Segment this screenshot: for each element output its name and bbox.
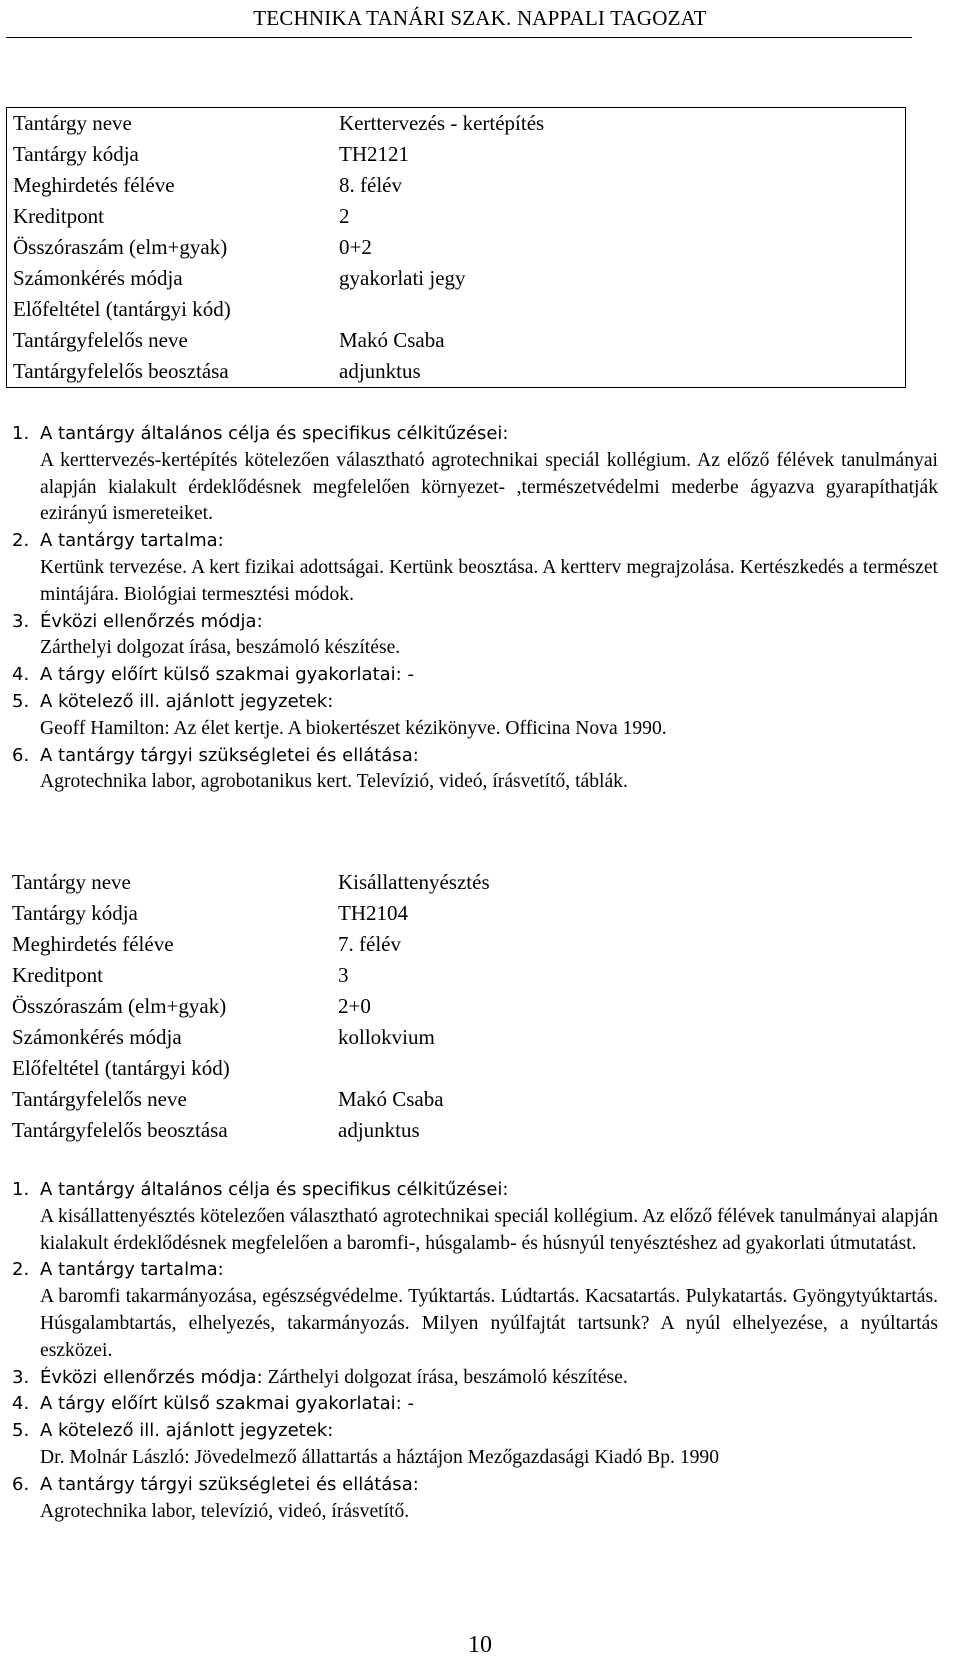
section-heading bbox=[6, 1177, 938, 1204]
section-text: Agrotechnika labor, televízió, videó, írásvetítő. bbox=[40, 1500, 410, 1522]
subject-description-2 bbox=[6, 1177, 938, 1525]
section-number: 4. bbox=[12, 664, 30, 686]
info-value: Kerttervezés - kertépítés bbox=[339, 111, 545, 135]
section-number: 6. bbox=[12, 744, 30, 766]
subject-description-1 bbox=[6, 421, 938, 796]
section-title: A kötelező ill. ajánlott jegyzetek: bbox=[40, 690, 334, 712]
header-rule bbox=[6, 37, 912, 38]
section-title: Évközi ellenőrzés módja: bbox=[40, 610, 263, 632]
section-text: Dr. Molnár László: Jövedelmező állattartás a háztájon Mezőgazdasági Kiadó Bp. 1990 bbox=[40, 1446, 720, 1468]
info-row bbox=[7, 139, 906, 170]
info-row bbox=[7, 232, 906, 263]
section-heading bbox=[6, 1472, 938, 1499]
info-row bbox=[6, 1115, 906, 1146]
section-number: 6. bbox=[12, 1473, 30, 1495]
info-value: 3 bbox=[338, 963, 349, 987]
info-row bbox=[6, 960, 906, 991]
info-value: 8. félév bbox=[339, 173, 402, 197]
info-value: Makó Csaba bbox=[339, 328, 445, 352]
section-title: A tantárgy tartalma: bbox=[40, 530, 224, 552]
info-value: adjunktus bbox=[338, 1118, 420, 1142]
section-heading bbox=[6, 689, 938, 716]
section-number: 1. bbox=[12, 1179, 30, 1200]
info-row bbox=[6, 1022, 906, 1053]
info-label: Tantárgy kódja bbox=[12, 901, 138, 925]
info-label: Tantárgy kódja bbox=[13, 142, 139, 166]
section-heading bbox=[6, 743, 938, 770]
info-label: Előfeltétel (tantárgyi kód) bbox=[12, 1056, 230, 1080]
section-number: 3. bbox=[12, 1366, 30, 1388]
info-value: Kisállattenyésztés bbox=[338, 870, 490, 894]
info-label: Összóraszám (elm+gyak) bbox=[13, 235, 228, 259]
info-label: Tantárgy neve bbox=[12, 870, 131, 894]
info-label: Számonkérés módja bbox=[12, 1025, 182, 1049]
section-title: A tantárgy tartalma: bbox=[40, 1259, 224, 1281]
info-row bbox=[6, 898, 906, 929]
section-heading bbox=[6, 609, 938, 636]
info-row bbox=[6, 929, 906, 960]
section-title: A tantárgy tárgyi szükségletei és ellátása: bbox=[40, 1473, 419, 1495]
section-text: Kertünk tervezése. A kert fizikai adottságai. Kertünk beosztása. A kertterv megrajzolása. Kertészkedés a természet mintájára. Biológiai termesztési módok. bbox=[40, 556, 938, 605]
section-text: Zárthelyi dolgozat írása, beszámoló készítése. bbox=[40, 637, 401, 659]
info-value: 7. félév bbox=[338, 932, 401, 956]
info-value: Makó Csaba bbox=[338, 1087, 444, 1111]
info-row bbox=[7, 108, 906, 140]
section-heading bbox=[6, 421, 938, 448]
info-value: kollokvium bbox=[338, 1025, 435, 1049]
section-text: A baromfi takarmányozása, egészségvédelme. Tyúktartás. Lúdtartás. Kacsatartás. Pulykatartás. Gyöngytyúktartás. Húsgalambtartás, elhelyezés, takarmányozás. Milyen nyúlfajtát tartsunk? A nyúl elhelyezése, a nyúltartás eszközei. bbox=[40, 1286, 938, 1361]
section-text: A kisállattenyésztés kötelezően választható agrotechnikai speciál kollégium. Az előző félévek tanulmányai alapján kialakult érdeklődésnek megfelelően a baromfi-, húsgalamb- és húsnyúl tenyésztéshez ad gyakorlati útmutatást. bbox=[40, 1205, 938, 1254]
section-text: Agrotechnika labor, agrobotanikus kert. Televízió, videó, írásvetítő, táblák. bbox=[40, 771, 628, 793]
section-heading bbox=[6, 1257, 938, 1284]
subject-info-table-2 bbox=[6, 867, 906, 1146]
section-title: A tárgy előírt külső szakmai gyakorlatai: - bbox=[40, 664, 414, 686]
section-number: 5. bbox=[12, 1420, 30, 1442]
info-label: Tantárgyfelelős neve bbox=[13, 328, 188, 352]
info-value: TH2104 bbox=[338, 901, 408, 925]
section-title: A tantárgy általános célja és specifikus célkitűzései: bbox=[40, 1179, 509, 1200]
section-title: A tantárgy általános célja és specifikus célkitűzései: bbox=[40, 423, 509, 444]
section-title: A tárgy előírt külső szakmai gyakorlatai: - bbox=[40, 1393, 414, 1415]
section-heading bbox=[6, 1365, 938, 1392]
section-number: 5. bbox=[12, 690, 30, 712]
section-number: 1. bbox=[12, 423, 30, 444]
section-inline-text: Zárthelyi dolgozat írása, beszámoló készítése. bbox=[267, 1366, 628, 1388]
info-label: Kreditpont bbox=[12, 963, 103, 987]
info-value: 2+0 bbox=[338, 994, 371, 1018]
info-row bbox=[6, 867, 906, 898]
info-value: TH2121 bbox=[339, 142, 409, 166]
section-number: 3. bbox=[12, 610, 30, 632]
info-row bbox=[6, 991, 906, 1022]
info-label: Meghirdetés féléve bbox=[13, 173, 175, 197]
info-row bbox=[7, 325, 906, 356]
info-row bbox=[7, 201, 906, 232]
info-label: Számonkérés módja bbox=[13, 266, 183, 290]
section-number: 2. bbox=[12, 530, 30, 552]
info-value bbox=[332, 1053, 906, 1084]
info-label: Összóraszám (elm+gyak) bbox=[12, 994, 227, 1018]
info-label: Előfeltétel (tantárgyi kód) bbox=[13, 297, 231, 321]
page-header: TECHNIKA TANÁRI SZAK. NAPPALI TAGOZAT bbox=[253, 6, 707, 30]
info-label: Tantárgy neve bbox=[13, 111, 132, 135]
info-row bbox=[7, 356, 906, 388]
info-label: Tantárgyfelelős beosztása bbox=[13, 359, 229, 383]
section-title: Évközi ellenőrzés módja: bbox=[40, 1366, 263, 1388]
section-heading bbox=[6, 1418, 938, 1445]
section-text: A kerttervezés-kertépítés kötelezően választható agrotechnikai speciál kollégium. Az előző félévek tanulmányai alapján kialakult érdeklődésnek megfelelően környezet- ,természetvédelmi mederbe ágyazva gyarapíthatják ezirányú ismereteiket. bbox=[40, 449, 938, 525]
section-heading bbox=[6, 1391, 938, 1418]
info-value bbox=[333, 294, 906, 325]
section-heading bbox=[6, 662, 938, 689]
info-row bbox=[6, 1084, 906, 1115]
section-text: Geoff Hamilton: Az élet kertje. A biokertészet kézikönyve. Officina Nova 1990. bbox=[40, 717, 667, 739]
info-label: Tantárgyfelelős neve bbox=[12, 1087, 187, 1111]
info-value: adjunktus bbox=[339, 359, 421, 383]
info-label: Meghirdetés féléve bbox=[12, 932, 174, 956]
page-number: 10 bbox=[468, 1632, 492, 1658]
section-title: A tantárgy tárgyi szükségletei és ellátása: bbox=[40, 744, 419, 766]
info-row bbox=[7, 263, 906, 294]
info-label: Tantárgyfelelős beosztása bbox=[12, 1118, 228, 1142]
info-label: Kreditpont bbox=[13, 204, 104, 228]
subject-info-table-1 bbox=[6, 107, 906, 388]
info-row bbox=[6, 1053, 906, 1084]
info-value: 0+2 bbox=[339, 235, 372, 259]
info-row bbox=[7, 294, 906, 325]
info-value: 2 bbox=[339, 204, 350, 228]
section-number: 4. bbox=[12, 1393, 30, 1415]
section-number: 2. bbox=[12, 1259, 30, 1281]
info-row bbox=[7, 170, 906, 201]
section-title: A kötelező ill. ajánlott jegyzetek: bbox=[40, 1420, 334, 1442]
section-heading bbox=[6, 528, 938, 555]
info-value: gyakorlati jegy bbox=[339, 266, 466, 290]
